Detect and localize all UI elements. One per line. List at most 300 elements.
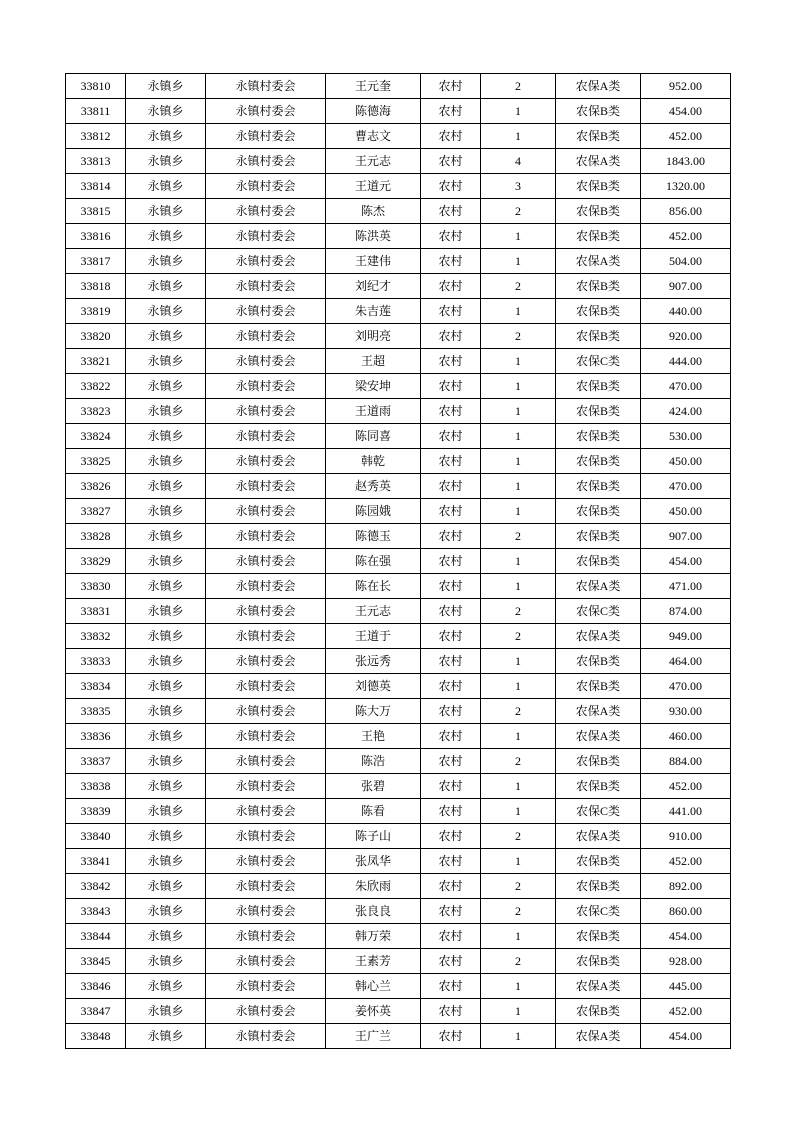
cell-id: 33845 [66,949,126,974]
cell-category: 农保B类 [556,774,641,799]
cell-category: 农保A类 [556,974,641,999]
table-row [66,274,731,299]
cell-count: 2 [481,524,556,549]
cell-id: 33821 [66,349,126,374]
cell-village: 永镇村委会 [206,249,326,274]
cell-name: 韩乾 [326,449,421,474]
cell-name: 王元志 [326,149,421,174]
table-row [66,424,731,449]
cell-village: 永镇村委会 [206,899,326,924]
cell-count: 1 [481,299,556,324]
table-row [66,324,731,349]
cell-village: 永镇村委会 [206,574,326,599]
cell-residence: 农村 [421,449,481,474]
table-row [66,524,731,549]
cell-category: 农保C类 [556,799,641,824]
cell-township: 永镇乡 [126,624,206,649]
cell-amount: 452.00 [641,774,731,799]
cell-amount: 907.00 [641,524,731,549]
cell-township: 永镇乡 [126,324,206,349]
cell-id: 33819 [66,299,126,324]
cell-id: 33828 [66,524,126,549]
cell-amount: 424.00 [641,399,731,424]
cell-amount: 445.00 [641,974,731,999]
cell-count: 1 [481,974,556,999]
table-row [66,674,731,699]
cell-township: 永镇乡 [126,349,206,374]
cell-township: 永镇乡 [126,249,206,274]
cell-count: 1 [481,249,556,274]
cell-category: 农保B类 [556,99,641,124]
table-row [66,249,731,274]
cell-township: 永镇乡 [126,124,206,149]
cell-category: 农保B类 [556,499,641,524]
cell-village: 永镇村委会 [206,849,326,874]
cell-township: 永镇乡 [126,874,206,899]
cell-count: 1 [481,374,556,399]
cell-village: 永镇村委会 [206,199,326,224]
cell-township: 永镇乡 [126,449,206,474]
cell-category: 农保A类 [556,574,641,599]
cell-amount: 452.00 [641,224,731,249]
cell-count: 2 [481,874,556,899]
cell-count: 1 [481,724,556,749]
cell-count: 1 [481,99,556,124]
cell-count: 1 [481,424,556,449]
cell-category: 农保A类 [556,249,641,274]
cell-residence: 农村 [421,324,481,349]
cell-name: 王素芳 [326,949,421,974]
cell-residence: 农村 [421,374,481,399]
cell-township: 永镇乡 [126,299,206,324]
cell-id: 33817 [66,249,126,274]
cell-village: 永镇村委会 [206,174,326,199]
cell-id: 33843 [66,899,126,924]
table-row [66,849,731,874]
cell-count: 1 [481,224,556,249]
cell-amount: 892.00 [641,874,731,899]
cell-residence: 农村 [421,474,481,499]
table-row [66,224,731,249]
cell-residence: 农村 [421,274,481,299]
cell-residence: 农村 [421,224,481,249]
table-row [66,949,731,974]
cell-id: 33816 [66,224,126,249]
cell-township: 永镇乡 [126,824,206,849]
cell-village: 永镇村委会 [206,799,326,824]
cell-name: 张碧 [326,774,421,799]
cell-name: 韩万荣 [326,924,421,949]
cell-category: 农保B类 [556,999,641,1024]
cell-id: 33810 [66,74,126,99]
cell-count: 1 [481,124,556,149]
cell-village: 永镇村委会 [206,999,326,1024]
cell-count: 2 [481,624,556,649]
cell-village: 永镇村委会 [206,724,326,749]
cell-amount: 450.00 [641,499,731,524]
cell-category: 农保B类 [556,274,641,299]
cell-township: 永镇乡 [126,849,206,874]
cell-residence: 农村 [421,299,481,324]
table-row [66,474,731,499]
cell-residence: 农村 [421,124,481,149]
table-row [66,299,731,324]
cell-village: 永镇村委会 [206,74,326,99]
cell-village: 永镇村委会 [206,124,326,149]
cell-amount: 441.00 [641,799,731,824]
cell-id: 33822 [66,374,126,399]
cell-village: 永镇村委会 [206,474,326,499]
table-row [66,199,731,224]
cell-township: 永镇乡 [126,74,206,99]
cell-name: 张良良 [326,899,421,924]
table-row [66,824,731,849]
cell-count: 2 [481,324,556,349]
cell-name: 陈子山 [326,824,421,849]
cell-id: 33836 [66,724,126,749]
cell-category: 农保B类 [556,299,641,324]
data-table [65,73,731,1049]
cell-amount: 454.00 [641,549,731,574]
cell-id: 33838 [66,774,126,799]
cell-name: 梁安坤 [326,374,421,399]
cell-category: 农保B类 [556,124,641,149]
cell-count: 2 [481,749,556,774]
cell-name: 王广兰 [326,1024,421,1049]
cell-amount: 952.00 [641,74,731,99]
cell-name: 王超 [326,349,421,374]
cell-village: 永镇村委会 [206,499,326,524]
cell-count: 1 [481,474,556,499]
cell-category: 农保B类 [556,449,641,474]
cell-id: 33823 [66,399,126,424]
cell-residence: 农村 [421,999,481,1024]
cell-village: 永镇村委会 [206,774,326,799]
cell-residence: 农村 [421,949,481,974]
table-row [66,74,731,99]
cell-amount: 856.00 [641,199,731,224]
cell-category: 农保B类 [556,749,641,774]
cell-township: 永镇乡 [126,374,206,399]
cell-id: 33833 [66,649,126,674]
table-row [66,174,731,199]
cell-township: 永镇乡 [126,424,206,449]
cell-count: 1 [481,649,556,674]
cell-amount: 460.00 [641,724,731,749]
cell-id: 33814 [66,174,126,199]
table-row [66,99,731,124]
cell-residence: 农村 [421,824,481,849]
table-row [66,1024,731,1049]
cell-name: 陈在长 [326,574,421,599]
cell-name: 曹志文 [326,124,421,149]
table-row [66,549,731,574]
cell-category: 农保B类 [556,324,641,349]
cell-count: 1 [481,924,556,949]
table-row [66,974,731,999]
cell-id: 33842 [66,874,126,899]
cell-category: 农保B类 [556,524,641,549]
cell-name: 王元志 [326,599,421,624]
cell-count: 1 [481,674,556,699]
cell-residence: 农村 [421,99,481,124]
cell-amount: 928.00 [641,949,731,974]
cell-count: 1 [481,499,556,524]
cell-residence: 农村 [421,649,481,674]
table-row [66,499,731,524]
cell-amount: 530.00 [641,424,731,449]
cell-village: 永镇村委会 [206,274,326,299]
cell-village: 永镇村委会 [206,699,326,724]
cell-name: 王道雨 [326,399,421,424]
table-row [66,749,731,774]
cell-township: 永镇乡 [126,1024,206,1049]
cell-residence: 农村 [421,699,481,724]
cell-count: 1 [481,799,556,824]
table-row [66,799,731,824]
cell-name: 陈杰 [326,199,421,224]
cell-amount: 910.00 [641,824,731,849]
table-row [66,599,731,624]
cell-id: 33830 [66,574,126,599]
cell-count: 2 [481,274,556,299]
cell-amount: 450.00 [641,449,731,474]
cell-name: 陈大万 [326,699,421,724]
cell-residence: 农村 [421,574,481,599]
cell-township: 永镇乡 [126,924,206,949]
cell-village: 永镇村委会 [206,524,326,549]
cell-name: 陈洪英 [326,224,421,249]
cell-residence: 农村 [421,399,481,424]
cell-category: 农保B类 [556,399,641,424]
cell-village: 永镇村委会 [206,874,326,899]
table-row [66,699,731,724]
cell-name: 刘纪才 [326,274,421,299]
cell-amount: 440.00 [641,299,731,324]
table-body [66,74,731,1049]
cell-village: 永镇村委会 [206,599,326,624]
cell-category: 农保B类 [556,374,641,399]
cell-village: 永镇村委会 [206,624,326,649]
cell-count: 1 [481,774,556,799]
cell-amount: 949.00 [641,624,731,649]
cell-village: 永镇村委会 [206,374,326,399]
cell-count: 2 [481,699,556,724]
cell-count: 3 [481,174,556,199]
cell-name: 王道于 [326,624,421,649]
cell-amount: 452.00 [641,124,731,149]
table-row [66,149,731,174]
cell-id: 33818 [66,274,126,299]
cell-residence: 农村 [421,499,481,524]
cell-id: 33811 [66,99,126,124]
cell-name: 张远秀 [326,649,421,674]
cell-name: 陈看 [326,799,421,824]
cell-name: 王艳 [326,724,421,749]
cell-township: 永镇乡 [126,899,206,924]
cell-count: 1 [481,574,556,599]
cell-residence: 农村 [421,774,481,799]
cell-township: 永镇乡 [126,199,206,224]
cell-village: 永镇村委会 [206,324,326,349]
cell-id: 33848 [66,1024,126,1049]
cell-residence: 农村 [421,599,481,624]
table-row [66,874,731,899]
cell-category: 农保A类 [556,724,641,749]
cell-residence: 农村 [421,199,481,224]
cell-amount: 464.00 [641,649,731,674]
cell-amount: 454.00 [641,99,731,124]
table-row [66,649,731,674]
cell-id: 33840 [66,824,126,849]
cell-count: 2 [481,199,556,224]
cell-id: 33829 [66,549,126,574]
cell-name: 王元奎 [326,74,421,99]
cell-id: 33837 [66,749,126,774]
cell-residence: 农村 [421,724,481,749]
cell-township: 永镇乡 [126,599,206,624]
cell-township: 永镇乡 [126,649,206,674]
cell-township: 永镇乡 [126,224,206,249]
cell-village: 永镇村委会 [206,974,326,999]
cell-township: 永镇乡 [126,499,206,524]
cell-residence: 农村 [421,874,481,899]
cell-id: 33839 [66,799,126,824]
cell-category: 农保B类 [556,949,641,974]
cell-amount: 452.00 [641,999,731,1024]
cell-township: 永镇乡 [126,149,206,174]
cell-township: 永镇乡 [126,99,206,124]
cell-count: 1 [481,349,556,374]
cell-village: 永镇村委会 [206,424,326,449]
cell-village: 永镇村委会 [206,99,326,124]
cell-amount: 1320.00 [641,174,731,199]
cell-amount: 444.00 [641,349,731,374]
cell-id: 33835 [66,699,126,724]
cell-township: 永镇乡 [126,699,206,724]
cell-name: 陈德海 [326,99,421,124]
cell-count: 1 [481,549,556,574]
table-row [66,924,731,949]
cell-residence: 农村 [421,424,481,449]
cell-name: 朱欣雨 [326,874,421,899]
cell-residence: 农村 [421,349,481,374]
cell-count: 1 [481,449,556,474]
cell-name: 刘德英 [326,674,421,699]
table-row [66,724,731,749]
cell-residence: 农村 [421,624,481,649]
cell-category: 农保B类 [556,849,641,874]
cell-count: 2 [481,74,556,99]
table-row [66,349,731,374]
cell-residence: 农村 [421,799,481,824]
cell-category: 农保B类 [556,674,641,699]
cell-amount: 884.00 [641,749,731,774]
cell-village: 永镇村委会 [206,399,326,424]
cell-amount: 504.00 [641,249,731,274]
cell-township: 永镇乡 [126,724,206,749]
table-row [66,624,731,649]
cell-id: 33846 [66,974,126,999]
table-row [66,124,731,149]
table-row [66,399,731,424]
cell-residence: 农村 [421,899,481,924]
cell-name: 陈同喜 [326,424,421,449]
cell-village: 永镇村委会 [206,924,326,949]
cell-township: 永镇乡 [126,574,206,599]
cell-residence: 农村 [421,974,481,999]
cell-township: 永镇乡 [126,274,206,299]
cell-category: 农保A类 [556,149,641,174]
cell-id: 33831 [66,599,126,624]
cell-amount: 860.00 [641,899,731,924]
cell-category: 农保B类 [556,649,641,674]
cell-name: 王道元 [326,174,421,199]
table-row [66,999,731,1024]
cell-residence: 农村 [421,674,481,699]
cell-village: 永镇村委会 [206,449,326,474]
cell-township: 永镇乡 [126,524,206,549]
cell-township: 永镇乡 [126,949,206,974]
cell-category: 农保C类 [556,349,641,374]
cell-name: 朱吉莲 [326,299,421,324]
cell-id: 33813 [66,149,126,174]
cell-village: 永镇村委会 [206,349,326,374]
cell-name: 张凤华 [326,849,421,874]
cell-count: 1 [481,1024,556,1049]
cell-name: 姜怀英 [326,999,421,1024]
cell-residence: 农村 [421,1024,481,1049]
cell-category: 农保B类 [556,549,641,574]
cell-amount: 1843.00 [641,149,731,174]
table-row [66,899,731,924]
cell-village: 永镇村委会 [206,824,326,849]
cell-amount: 920.00 [641,324,731,349]
cell-id: 33824 [66,424,126,449]
cell-count: 1 [481,399,556,424]
cell-category: 农保B类 [556,174,641,199]
cell-residence: 农村 [421,74,481,99]
cell-amount: 452.00 [641,849,731,874]
cell-id: 33841 [66,849,126,874]
cell-amount: 454.00 [641,1024,731,1049]
cell-id: 33832 [66,624,126,649]
cell-township: 永镇乡 [126,774,206,799]
cell-count: 2 [481,824,556,849]
cell-residence: 农村 [421,524,481,549]
cell-township: 永镇乡 [126,399,206,424]
cell-id: 33812 [66,124,126,149]
cell-amount: 874.00 [641,599,731,624]
cell-id: 33834 [66,674,126,699]
cell-category: 农保B类 [556,924,641,949]
cell-count: 2 [481,899,556,924]
cell-name: 王建伟 [326,249,421,274]
table-row [66,374,731,399]
cell-township: 永镇乡 [126,174,206,199]
cell-residence: 农村 [421,149,481,174]
cell-amount: 470.00 [641,374,731,399]
cell-category: 农保B类 [556,874,641,899]
cell-township: 永镇乡 [126,674,206,699]
cell-count: 1 [481,999,556,1024]
cell-name: 陈浩 [326,749,421,774]
cell-amount: 470.00 [641,474,731,499]
cell-township: 永镇乡 [126,799,206,824]
cell-amount: 470.00 [641,674,731,699]
cell-name: 陈园娥 [326,499,421,524]
cell-id: 33825 [66,449,126,474]
